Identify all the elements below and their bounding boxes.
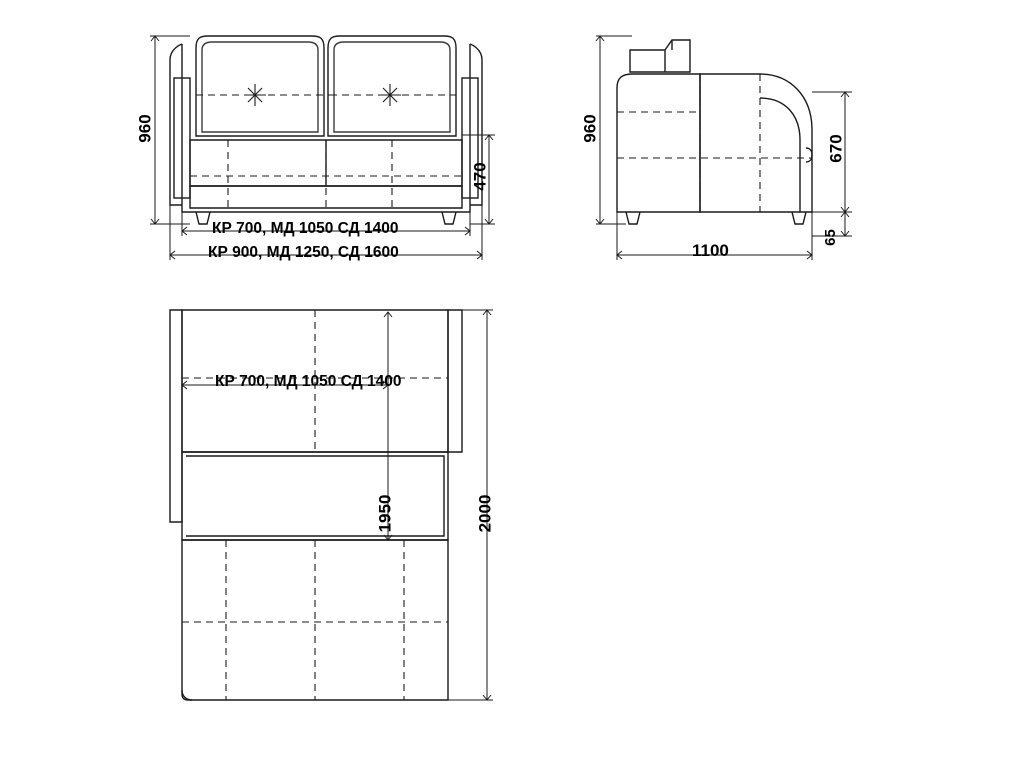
top-inner-length-label: 1950 (375, 494, 395, 533)
top-outer-length-label: 2000 (475, 494, 495, 533)
front-outer-width-label: КР 900, МД 1250, СД 1600 (208, 244, 399, 261)
side-height-dimension (596, 36, 632, 224)
side-height-label: 960 (580, 114, 600, 143)
front-view-geometry (170, 36, 482, 224)
front-height-label: 960 (135, 114, 155, 143)
side-leg-height-label: 65 (821, 229, 839, 246)
front-seat-height-label: 470 (470, 162, 490, 191)
front-inner-width-label: КР 700, МД 1050 СД 1400 (212, 220, 399, 237)
side-depth-label: 1100 (692, 241, 729, 260)
top-width-label: КР 700, МД 1050 СД 1400 (215, 373, 402, 390)
top-view-geometry (170, 310, 462, 700)
side-back-height-label: 670 (826, 134, 846, 163)
side-view-geometry (617, 40, 812, 224)
